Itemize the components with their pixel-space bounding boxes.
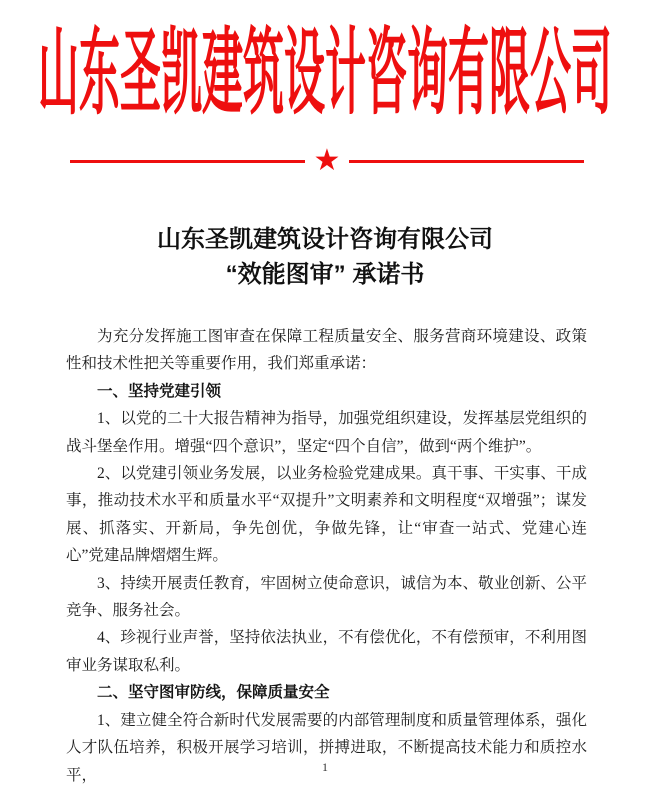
paragraph-container xyxy=(66,323,587,789)
divider-line-right xyxy=(349,160,584,163)
body-paragraph: 1、以党的二十大报告精神为指导，加强党组织建设，发挥基层党组织的战斗堡垒作用。增强“四个意识”，坚定“四个自信”，做到“两个维护”。 xyxy=(66,410,587,455)
document-title-line1: 山东圣凯建筑设计咨询有限公司 xyxy=(157,226,493,253)
star-icon: ★ xyxy=(313,143,341,178)
section-heading: 二、坚守图审防线，保障质量安全 xyxy=(97,684,330,702)
body-paragraph: 3、持续开展责任教育，牢固树立使命意识，诚信为本、敬业创新、公平竞争、服务社会。 xyxy=(66,574,587,620)
body-paragraph: 4、珍视行业声誉，坚持依法执业，不有偿优化，不有偿预审，不利用图审业务谋取私利。 xyxy=(66,629,587,674)
body-paragraph: 1、建立健全符合新时代发展需要的内部管理制度和质量管理体系，强化人才队伍培养，积极开展学习培训，拼搏进取，不断提高技术能力和质控水平， xyxy=(66,711,587,784)
letterhead-company-wrap xyxy=(0,20,650,126)
page-number: 1 xyxy=(322,760,328,774)
page-footer xyxy=(0,760,650,775)
body-paragraph: 为充分发挥施工图审查在保障工程质量安全、服务营商环境建设、政策性和技术性把关等重要作用，我们郑重承诺： xyxy=(66,328,587,373)
divider-line-left xyxy=(70,160,305,163)
section-heading: 一、坚持党建引领 xyxy=(97,382,222,400)
letterhead-divider xyxy=(70,145,584,177)
document-title xyxy=(0,222,650,292)
letterhead-company-name: 山东圣凯建筑设计咨询有限公司 xyxy=(38,20,612,126)
body-paragraph: 2、以党建引领业务发展，以业务检验党建成果。真干事、干实事、干成事，推动技术水平和质量水平“双提升”文明素养和文明程度“双增强”；谋发展、抓落实、开新局，争先创优，争做先锋，让“审查一站式、党建心连心”党建品牌熠熠生辉。 xyxy=(66,465,587,565)
document-title-line2: “效能图审” 承诺书 xyxy=(225,261,425,288)
